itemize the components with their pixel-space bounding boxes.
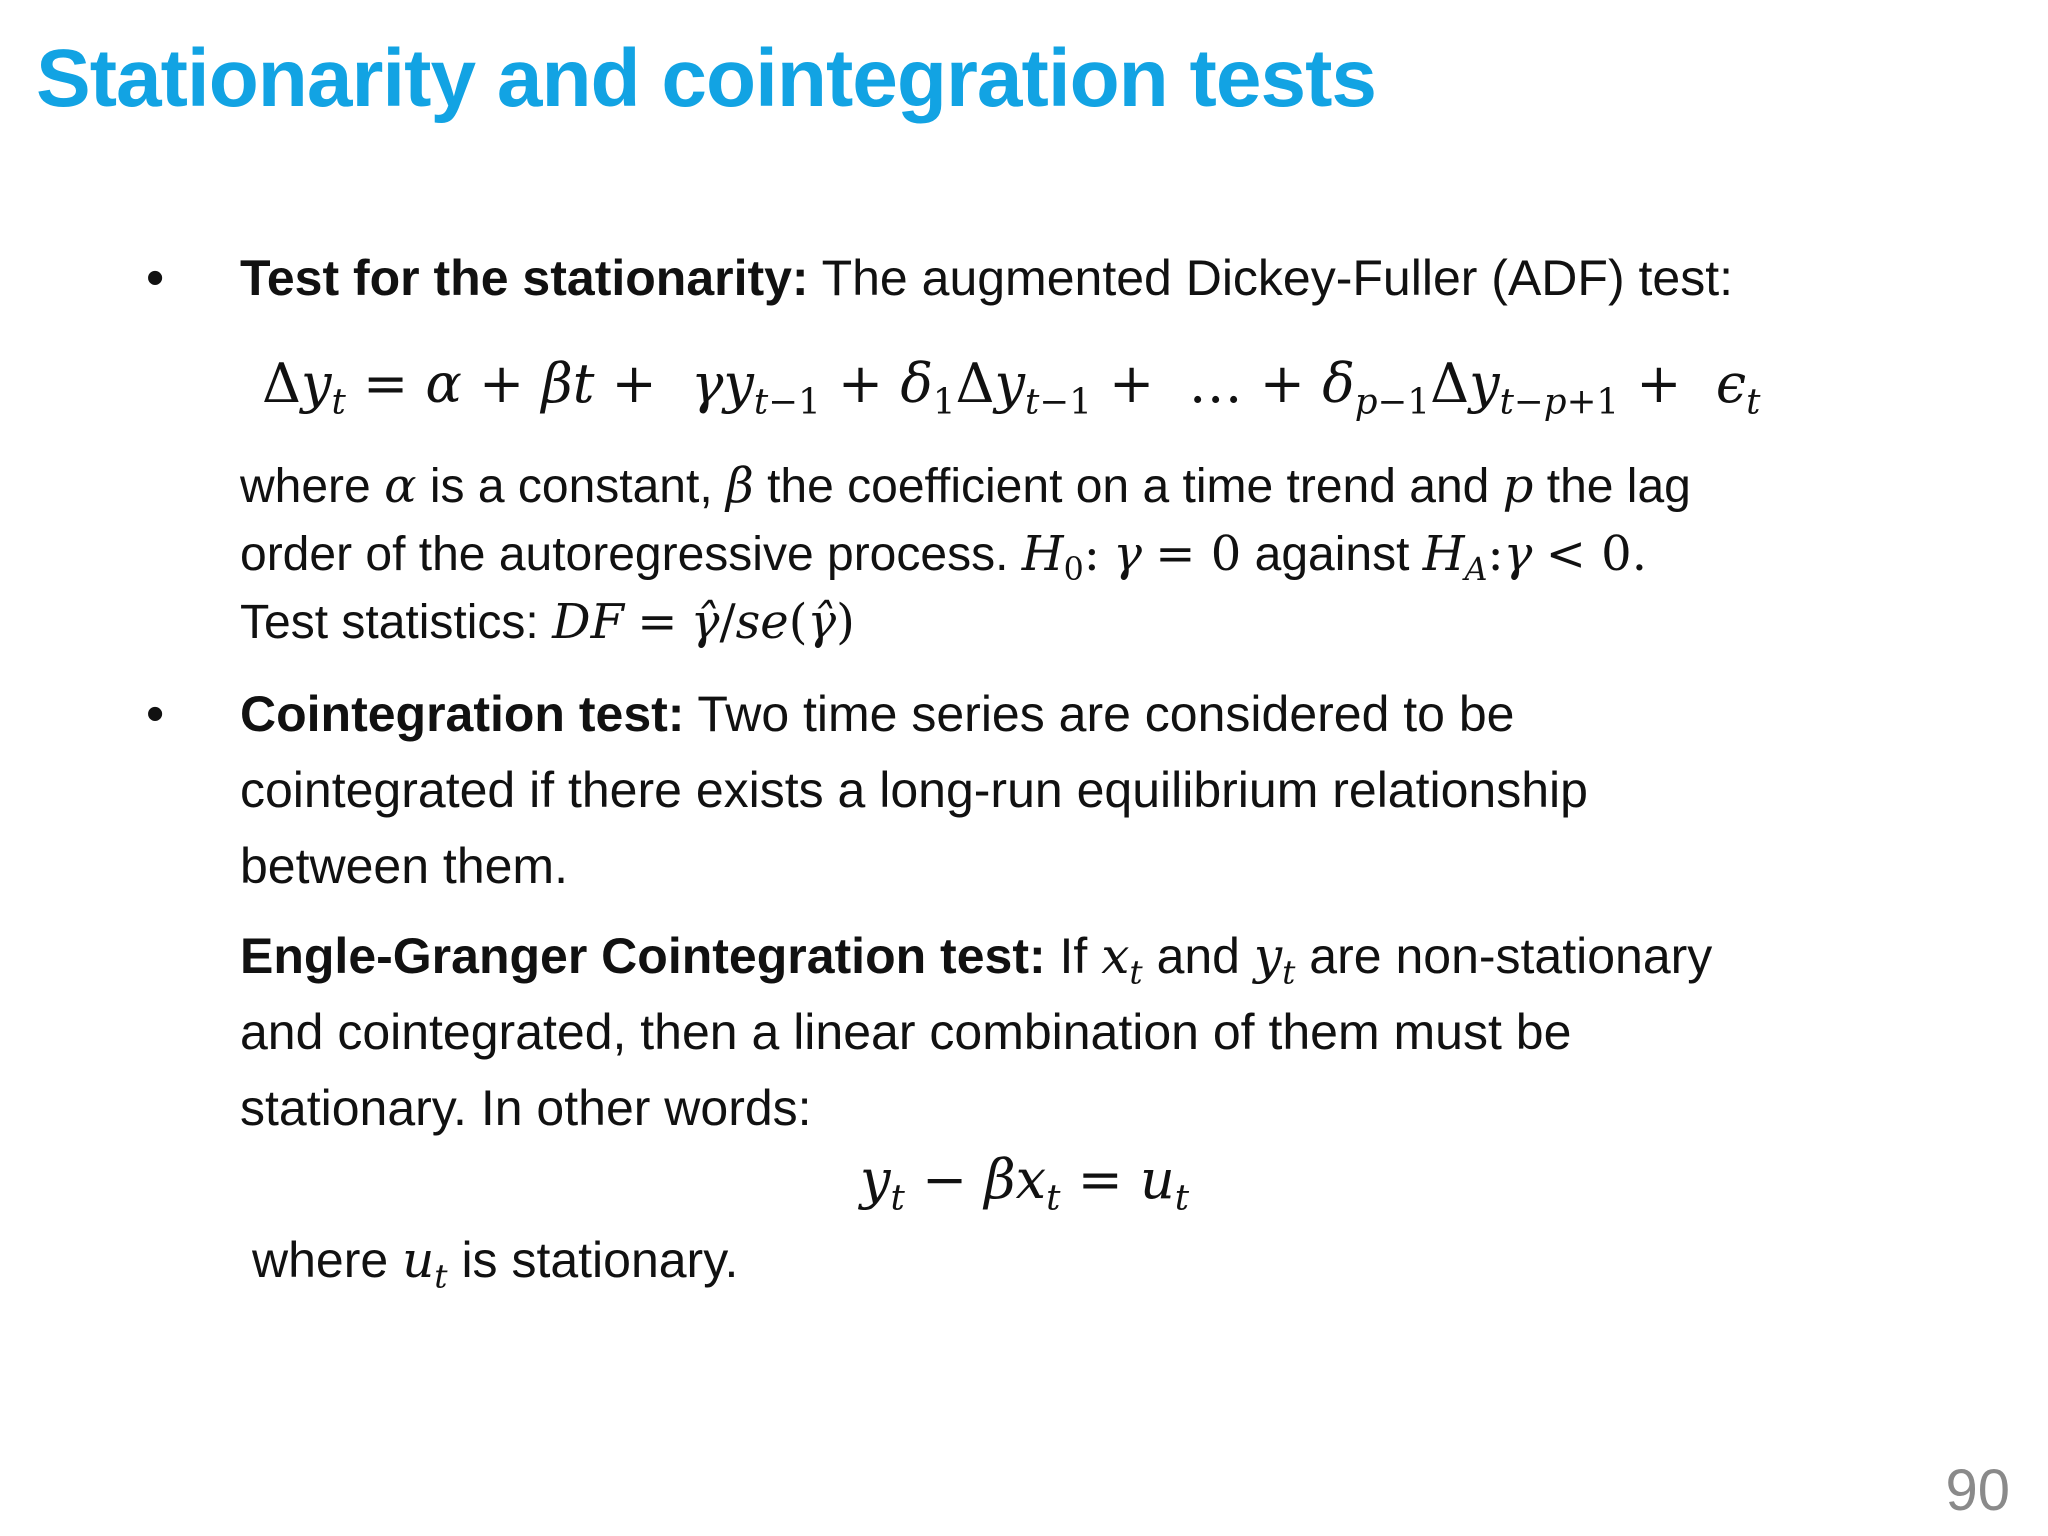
bullet2-line-2: cointegrated if there exists a long-run equilibrium relationship (240, 762, 1588, 818)
bullet-marker: • (146, 249, 165, 307)
where-stationary-line: where $u_t$ is stationary. (252, 1231, 739, 1296)
where-line-1: where α is a constant, β the coefficient on a time trend and p the lag (240, 458, 1691, 514)
bullet1-line (240, 240, 1733, 316)
test-statistic-line: Test statistics: DF = γ̂/se(γ̂) (240, 594, 855, 650)
engle-granger-line-1: Engle-Granger Cointegration test: If $x_t$ and $y_t$ are non-stationary (240, 927, 1713, 992)
page-number: 90 (1945, 1458, 2010, 1523)
bullet2-line-1 (240, 676, 1515, 752)
adf-equation: $\Delta y_t = \alpha + \beta t + \gamma y_{t-1} + \delta_1\Delta y_{t-1}$ + … + $\delta_{p-1}\Delta y_{t-p+1} + \epsilon_t$ (262, 352, 1761, 423)
engle-granger-heading: Engle-Granger Cointegration test: (240, 928, 1046, 984)
bullet1-heading: Test for the stationarity: (240, 250, 809, 306)
where-line-2: order of the autoregressive process. $H_0$: γ = 0 against $H_A:\gamma < 0$. (240, 526, 1647, 589)
engle-granger-line-2: and cointegrated, then a linear combination of them must be (240, 1004, 1572, 1060)
bullet1-text: The augmented Dickey-Fuller (ADF) test: (808, 250, 1733, 306)
bullet2-heading: Cointegration test: (240, 686, 685, 742)
bullet-marker: • (146, 685, 165, 743)
engle-granger-line-3: stationary. In other words: (240, 1080, 812, 1136)
bullet2-text-1: Two time series are considered to be (684, 686, 1515, 742)
cointegration-equation: $y_t - \beta x_t = u_t$ (860, 1148, 1190, 1219)
slide-title: Stationarity and cointegration tests (36, 33, 1376, 124)
bullet2-line-3: between them. (240, 838, 568, 894)
